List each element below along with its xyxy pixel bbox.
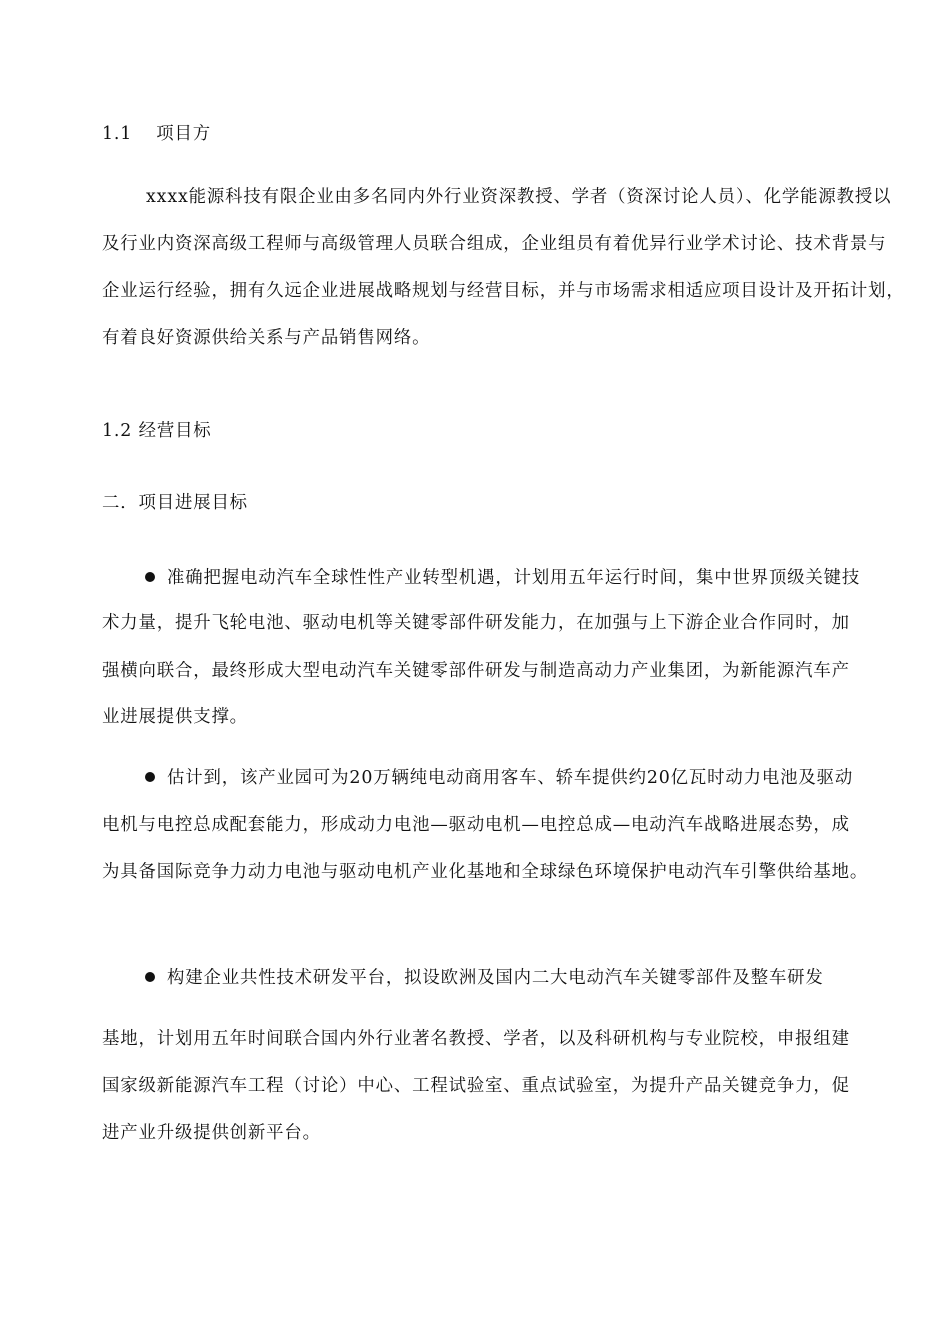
- bullet-line: 国家级新能源汽车工程（讨论）中心、工程试验室、重点试验室，为提升产品关键竞争力，促: [102, 1076, 850, 1096]
- bullet-text: 构建企业共性技术研发平台，拟设欧洲及国内二大电动汽车关键零部件及整车研发: [167, 968, 824, 988]
- bullet-item-1-first-line: [145, 566, 860, 590]
- bullet-item-2-first-line: [145, 766, 853, 790]
- bullet-line: 基地，计划用五年时间联合国内外行业著名教授、学者，以及科研机构与专业院校，申报组建: [102, 1029, 850, 1049]
- section-2-heading: 二．项目进展目标: [102, 493, 248, 513]
- bullet-icon: [145, 772, 155, 782]
- paragraph-line: 有着良好资源供给关系与产品销售网络。: [102, 328, 431, 348]
- bullet-item-3-first-line: [145, 966, 824, 990]
- bullet-text: 准确把握电动汽车全球性性产业转型机遇，计划用五年运行时间，集中世界顶级关键技: [167, 568, 861, 588]
- section-1-1-title: 项目方: [156, 124, 211, 144]
- paragraph-line: 及行业内资深高级工程师与高级管理人员联合组成，企业组员有着优异行业学术讨论、技术背景与: [102, 234, 887, 254]
- bullet-line: 为具备国际竞争力动力电池与驱动电机产业化基地和全球绿色环境保护电动汽车引擎供给基地。: [102, 862, 869, 882]
- bullet-text: 估计到，该产业园可为20万辆纯电动商用客车、轿车提供约20亿瓦时动力电池及驱动: [167, 768, 854, 788]
- bullet-line: 进产业升级提供创新平台。: [102, 1123, 321, 1143]
- bullet-line: 术力量，提升飞轮电池、驱动电机等关键零部件研发能力，在加强与上下游企业合作同时，加: [102, 613, 850, 633]
- bullet-line: 电机与电控总成配套能力，形成动力电池—驱动电机—电控总成—电动汽车战略进展态势，成: [102, 815, 850, 835]
- bullet-line: 业进展提供支撑。: [102, 707, 248, 727]
- section-1-2-heading: 1.2 经营目标: [102, 421, 212, 441]
- paragraph-line: 企业运行经验，拥有久远企业进展战略规划与经营目标，并与市场需求相适应项目设计及开拓计划，: [102, 281, 905, 301]
- section-1-1-number: 1.1: [102, 124, 133, 144]
- paragraph-line: xxxx能源科技有限企业由多名同内外行业资深教授、学者（资深讨论人员）、化学能源教授以: [146, 187, 892, 207]
- bullet-icon: [145, 972, 155, 982]
- bullet-icon: [145, 572, 155, 582]
- bullet-line: 强横向联合，最终形成大型电动汽车关键零部件研发与制造高动力产业集团，为新能源汽车产: [102, 661, 850, 681]
- section-1-1-heading: [102, 122, 211, 146]
